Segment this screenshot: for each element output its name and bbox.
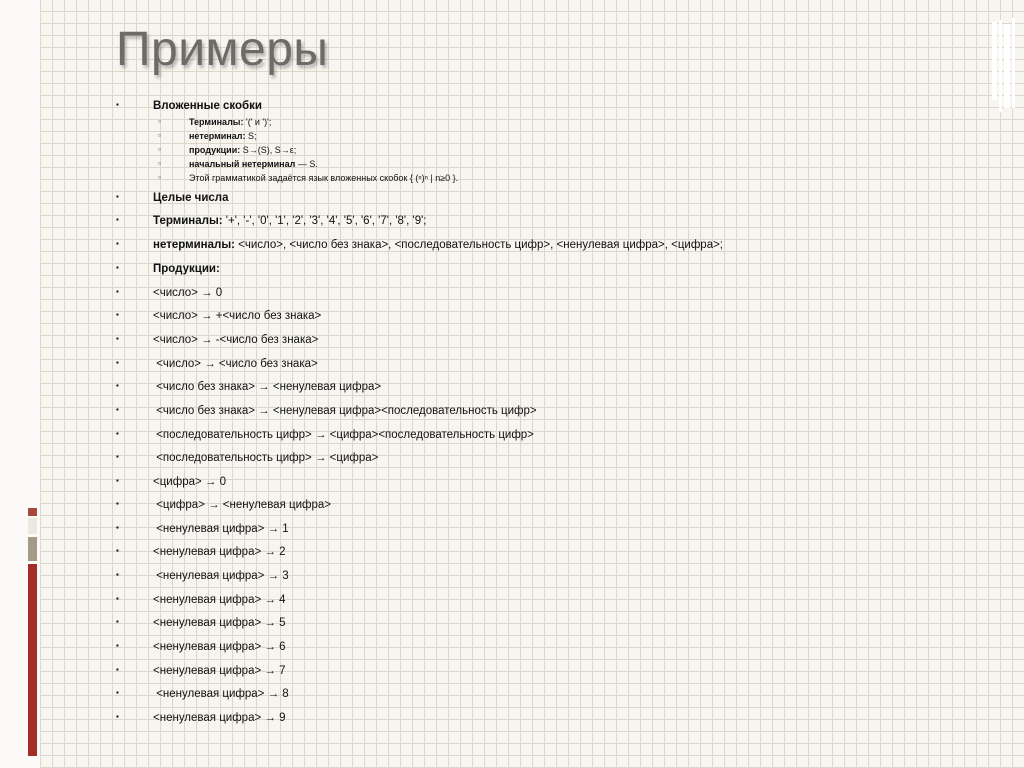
production-text: <ненулевая цифра> → 1 [153,523,289,535]
production-text: <число без знака> → <ненулевая цифра> [153,381,382,393]
sub-item-label: Терминалы: [189,117,244,127]
section-heading: Целые числа [153,192,229,204]
bullet-icon: ▪ [116,215,119,224]
sub-bullet-icon: ▫ [158,159,161,168]
bullet-icon: ▪ [116,594,119,603]
nonterminals-label: нетерминалы: [153,239,235,251]
sub-item-label: продукции: [189,145,241,155]
slide-title: Примеры [116,23,329,76]
production-text: <ненулевая цифра> → 7 [153,665,286,677]
production-text: <ненулевая цифра> → 6 [153,641,286,653]
bullet-icon: ▪ [116,358,119,367]
production-text: <ненулевая цифра> → 4 [153,594,286,606]
bullet-icon: ▪ [116,570,119,579]
production-text: <последовательность цифр> → <цифра><последовательность цифр> [153,429,534,441]
production-text: <последовательность цифр> → <цифра> [153,452,379,464]
production-text: <ненулевая цифра> → 5 [153,617,286,629]
production-text: <ненулевая цифра> → 8 [153,688,289,700]
sub-item-value: S→(S), S→ε; [240,145,297,155]
production-text: <ненулевая цифра> → 2 [153,546,286,558]
decorative-lines-icon [992,18,1016,118]
sub-item-value: '(' и ')'; [243,117,272,127]
bullet-icon: ▪ [116,641,119,650]
production-text: <ненулевая цифра> → 9 [153,712,286,724]
productions-label: Продукции: [153,263,220,275]
bullet-icon: ▪ [116,476,119,485]
production-text: <ненулевая цифра> → 3 [153,570,289,582]
bullet-icon: ▪ [116,429,119,438]
production-text: <число> → +<число без знака> [153,310,322,322]
bullet-icon: ▪ [116,287,119,296]
bullet-icon: ▪ [116,523,119,532]
accent-bar-3 [28,537,37,561]
production-text: <цифра> → <ненулевая цифра> [153,499,331,511]
sub-bullet-icon: ▫ [158,117,161,126]
bullet-icon: ▪ [116,665,119,674]
terminals-value: '+', '-', '0', '1', '2', '3', '4', '5', '6', '7', '8', '9'; [222,215,427,227]
production-text: <число> → -<число без знака> [153,334,319,346]
bullet-icon: ▪ [116,712,119,721]
bullet-icon: ▪ [116,239,119,248]
sub-bullet-icon: ▫ [158,173,161,182]
bullet-icon: ▪ [116,405,119,414]
sub-item-label: нетерминал: [189,131,246,141]
sub-bullet-icon: ▫ [158,131,161,140]
bullet-icon: ▪ [116,381,119,390]
sub-item-value: Этой грамматикой задаётся язык вложенных скобок { (ⁿ)ⁿ | n≥0 }. [189,173,459,183]
production-text: <цифра> → 0 [153,476,226,488]
bullet-icon: ▪ [116,546,119,555]
terminals-label: Терминалы: [153,215,223,227]
bullet-icon: ▪ [116,617,119,626]
bullet-icon: ▪ [116,688,119,697]
bullet-icon: ▪ [116,499,119,508]
accent-bar-1 [28,508,37,516]
nonterminals-value: <число>, <число без знака>, <последовательность цифр>, <ненулевая цифра>, <цифра>; [234,239,723,251]
sub-bullet-icon: ▫ [158,145,161,154]
accent-bar-2 [28,518,37,534]
production-text: <число без знака> → <ненулевая цифра><последовательность цифр> [153,405,537,417]
bullet-icon: ▪ [116,334,119,343]
production-text: <число> → <число без знака> [153,358,318,370]
bullet-icon: ▪ [116,452,119,461]
accent-bar-4 [28,564,37,756]
production-text: <число> → 0 [153,287,223,299]
bullet-icon: ▪ [116,263,119,272]
bullet-icon: ▪ [116,310,119,319]
sub-item-label: начальный нетерминал [189,159,296,169]
sub-item-value: — S. [295,159,318,169]
section-heading: Вложенные скобки [153,100,262,112]
bullet-icon: ▪ [116,192,119,201]
bullet-icon: ▪ [116,100,119,109]
sub-item-value: S; [245,131,257,141]
